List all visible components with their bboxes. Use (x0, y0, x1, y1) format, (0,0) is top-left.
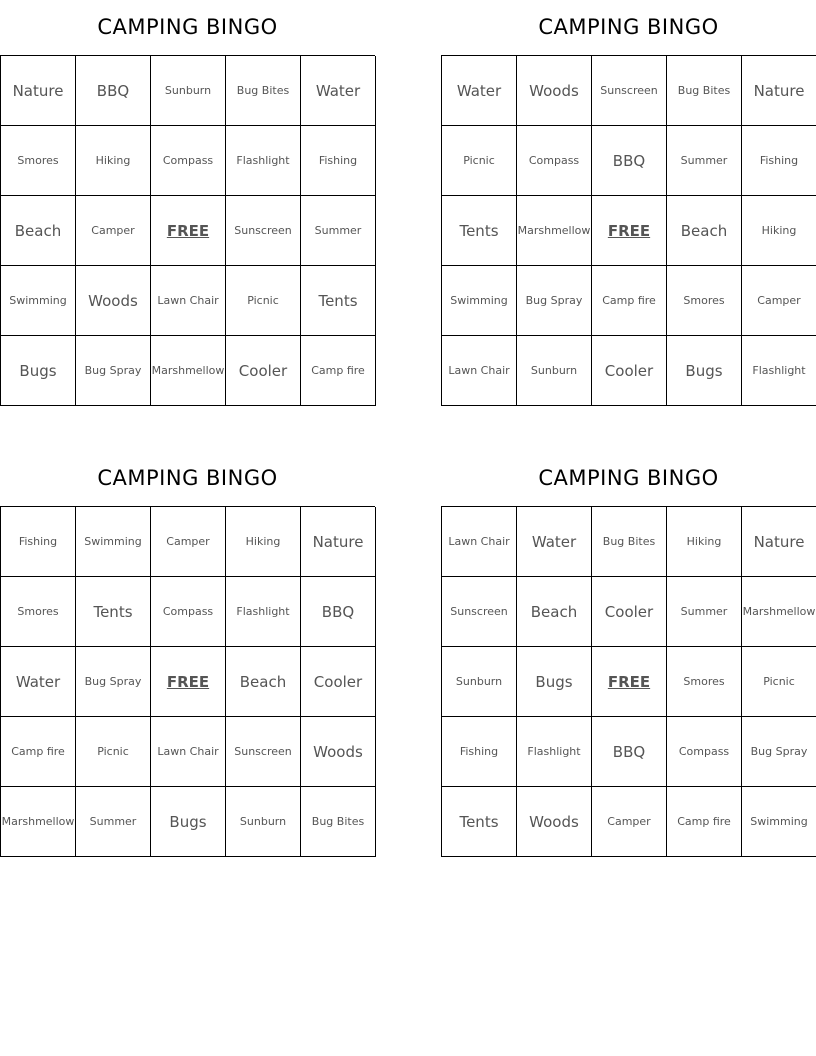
bingo-cell: Summer (667, 577, 742, 647)
bingo-cell: Camper (592, 787, 667, 857)
bingo-cell: Flashlight (226, 577, 301, 647)
bingo-cell: Compass (151, 577, 226, 647)
bingo-card-3 (0, 451, 375, 857)
bingo-cell: Marshmellow (1, 787, 76, 857)
bingo-cell: Smores (1, 126, 76, 196)
bingo-cell: Compass (151, 126, 226, 196)
bingo-cell: Fishing (301, 126, 376, 196)
bingo-cell: Camper (76, 196, 151, 266)
bingo-cell: Camp fire (301, 336, 376, 406)
bingo-cell: Bug Spray (517, 266, 592, 336)
bingo-grid (0, 55, 375, 406)
bingo-cell: Lawn Chair (151, 266, 226, 336)
bingo-cell: Bug Spray (76, 647, 151, 717)
bingo-cell: Swimming (442, 266, 517, 336)
bingo-cell: Hiking (76, 126, 151, 196)
bingo-cell: Bug Bites (226, 56, 301, 126)
bingo-cell: Tents (442, 787, 517, 857)
card-title: CAMPING BINGO (538, 15, 719, 39)
bingo-cell: Sunscreen (226, 717, 301, 787)
bingo-cell: Compass (667, 717, 742, 787)
bingo-cell: Hiking (742, 196, 816, 266)
bingo-cell: Summer (301, 196, 376, 266)
bingo-cell: Swimming (76, 507, 151, 577)
bingo-cell: Bugs (517, 647, 592, 717)
bingo-cell: BBQ (592, 717, 667, 787)
bingo-cell: BBQ (301, 577, 376, 647)
bingo-cell: Swimming (1, 266, 76, 336)
bingo-cell: Bugs (1, 336, 76, 406)
bingo-cell: Fishing (442, 717, 517, 787)
bingo-cell: Beach (226, 647, 301, 717)
bingo-cell: Water (301, 56, 376, 126)
bingo-cell: Compass (517, 126, 592, 196)
bingo-cell: Bugs (667, 336, 742, 406)
bingo-cell: Lawn Chair (442, 507, 517, 577)
bingo-cell: Water (1, 647, 76, 717)
bingo-cell: Picnic (226, 266, 301, 336)
bingo-cell: Sunburn (226, 787, 301, 857)
bingo-cell: Flashlight (226, 126, 301, 196)
bingo-cell: BBQ (592, 126, 667, 196)
bingo-cell: BBQ (76, 56, 151, 126)
bingo-cell: Smores (667, 647, 742, 717)
bingo-cell: Sunburn (442, 647, 517, 717)
bingo-cell: Swimming (742, 787, 816, 857)
bingo-cell: Fishing (1, 507, 76, 577)
bingo-cell: Flashlight (742, 336, 816, 406)
bingo-cell: Marshmellow (151, 336, 226, 406)
bingo-card-1 (0, 0, 375, 406)
bingo-cell: Beach (517, 577, 592, 647)
bingo-grid (441, 55, 816, 406)
free-space-cell: FREE (592, 196, 667, 266)
bingo-cell: Nature (742, 56, 816, 126)
card-title: CAMPING BINGO (97, 466, 278, 490)
bingo-cell: Woods (517, 56, 592, 126)
bingo-cell: Camp fire (667, 787, 742, 857)
bingo-cell: Smores (667, 266, 742, 336)
bingo-cell: Sunscreen (592, 56, 667, 126)
bingo-cell: Beach (667, 196, 742, 266)
bingo-cell: Nature (301, 507, 376, 577)
bingo-cell: Bugs (151, 787, 226, 857)
bingo-cell: Marshmellow (742, 577, 816, 647)
bingo-cell: Beach (1, 196, 76, 266)
bingo-card-4 (441, 451, 816, 857)
bingo-cell: Bug Bites (667, 56, 742, 126)
bingo-cell: Fishing (742, 126, 816, 196)
bingo-grid (0, 506, 375, 857)
bingo-cell: Camper (742, 266, 816, 336)
bingo-cell: Picnic (442, 126, 517, 196)
bingo-cell: Bug Bites (301, 787, 376, 857)
bingo-cell: Camp fire (1, 717, 76, 787)
bingo-cell: Nature (1, 56, 76, 126)
bingo-cell: Camper (151, 507, 226, 577)
bingo-cell: Hiking (226, 507, 301, 577)
free-space-cell: FREE (151, 647, 226, 717)
bingo-cell: Cooler (226, 336, 301, 406)
card-title: CAMPING BINGO (538, 466, 719, 490)
bingo-cell: Tents (76, 577, 151, 647)
bingo-cell: Smores (1, 577, 76, 647)
free-space-cell: FREE (151, 196, 226, 266)
bingo-cell: Summer (667, 126, 742, 196)
bingo-cell: Picnic (76, 717, 151, 787)
bingo-cell: Cooler (592, 577, 667, 647)
bingo-cell: Lawn Chair (442, 336, 517, 406)
bingo-cell: Hiking (667, 507, 742, 577)
bingo-grid (441, 506, 816, 857)
bingo-cell: Sunburn (151, 56, 226, 126)
free-space-cell: FREE (592, 647, 667, 717)
bingo-cell: Lawn Chair (151, 717, 226, 787)
bingo-cell: Nature (742, 507, 816, 577)
bingo-cell: Woods (76, 266, 151, 336)
bingo-cell: Sunscreen (226, 196, 301, 266)
bingo-cell: Cooler (301, 647, 376, 717)
bingo-cell: Marshmellow (517, 196, 592, 266)
bingo-card-2 (441, 0, 816, 406)
bingo-cell: Bug Spray (76, 336, 151, 406)
bingo-cell: Cooler (592, 336, 667, 406)
bingo-cell: Woods (517, 787, 592, 857)
bingo-cell: Tents (442, 196, 517, 266)
bingo-cell: Water (517, 507, 592, 577)
bingo-cell: Bug Spray (742, 717, 816, 787)
bingo-cell: Flashlight (517, 717, 592, 787)
card-title: CAMPING BINGO (97, 15, 278, 39)
bingo-cell: Sunburn (517, 336, 592, 406)
bingo-cell: Sunscreen (442, 577, 517, 647)
bingo-cell: Summer (76, 787, 151, 857)
bingo-cell: Bug Bites (592, 507, 667, 577)
bingo-cell: Tents (301, 266, 376, 336)
bingo-cell: Woods (301, 717, 376, 787)
bingo-cell: Camp fire (592, 266, 667, 336)
bingo-cell: Water (442, 56, 517, 126)
bingo-cell: Picnic (742, 647, 816, 717)
